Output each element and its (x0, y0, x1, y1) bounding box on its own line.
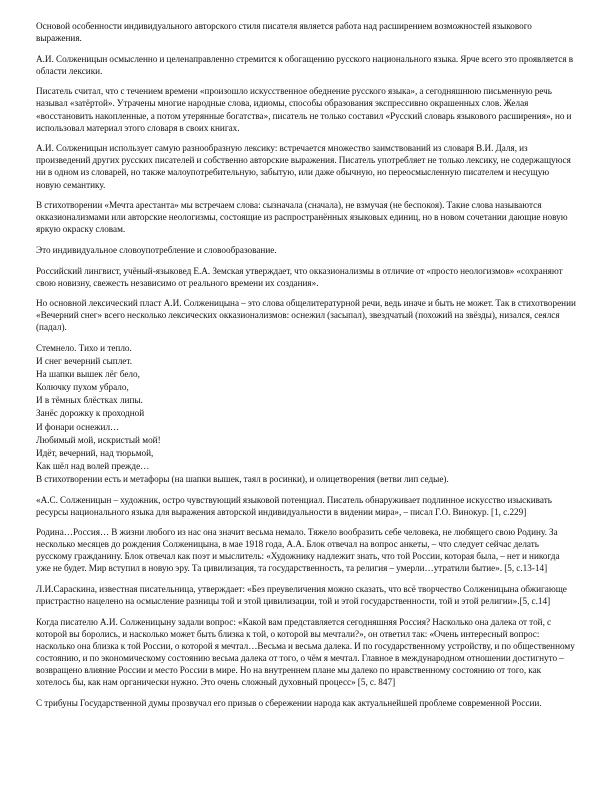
poem-line: И снег вечерний сыплет. (36, 356, 132, 367)
poem-line: Как шёл над волей прежде… (36, 460, 150, 471)
paragraph-stylistic-feature: Основой особенности индивидуального авторского стиля писателя является работа над расширением возможностей языкового выражения. (36, 21, 532, 44)
paragraph-occasionalisms: В стихотворении «Мечта арестанта» мы встречаем слова: сызначала (сначала), не взмучая (не беспокоя). Такие слова называются окказионализмами или авторские неологизмы, состоящие из распространённых языковых единиц, но в новом сочетании дающие новую яркую окраску словам. (36, 200, 568, 235)
paragraph-vinokur-quote: «А.С. Солженицын – художник, остро чувствующий языковой потенциал. Писатель обнаруживает подлинное искусство изыскивать ресурсы национального языка для выражения авторской индивидуальности в видении мира», – писал Г.О. Винокур. [1, с.229] (36, 494, 552, 517)
poem-line: Занёс дорожку к проходной (36, 408, 145, 419)
paragraph-lexicon-sources: А.И. Солженицын использует самую разнообразную лексику: встречается множество заимствований из словаря В.И. Даля, из произведений других русских писателей и собственно авторские выражения. Писатель употребляет не только лексику, не содержащуюся ни в одном из словарей, но также малоупотребительную, забытую, или даже обычную, но переосмысленную писателем и несущую новую семантику. (36, 143, 571, 190)
poem-line: На шапки вышек лёг бело, (36, 369, 140, 380)
paragraph-word-usage: Это индивидуальное словоупотребление и словообразование. (36, 244, 277, 255)
poem-line: Идёт, вечерний, над тюрьмой, (36, 447, 154, 458)
paragraph-dictionary-expansion: Писатель считал, что с течением времени «произошло искусственное обеднение русского языка», а сегодняшнюю письменную речь называл «затёртой». Утрачены многие народные слова, идиомы, способы образования экспрессивно окрашенных слов. Желая «восстановить накопленные, а потом утерянные богатства», писатель не только составил «Русский словарь языкового расширения», но и использовал материал этого словаря в своих книгах. (36, 86, 572, 133)
paragraph-interview-russia: Когда писателю А.И. Солженицыну задали вопрос: «Какой вам представляется сегодняшняя Россия? Насколько она далека от той, с которой вы боролись, и насколько может быть близка к той, о которой вы мечтали?», он ответил так: «Очень интересный вопрос: насколько она близка к той России, о которой я мечтал…Весьма и весьма далека. И по государственному устройству, и по общественному состоянию, и по экономическому состоянию весьма далека от того, о чём я мечтал. Главное в международном отношении достигнуто – возвращено влияние России и место России в мире. Но на внутреннем плане мы далеко по нравственному состоянию от того, как хотелось бы, как нам органически нужно. Это очень сложный духовный процесс» [5, с. 847] (36, 616, 575, 688)
paragraph-metaphors: В стихотворении есть и метафоры (на шапки вышек, таял в росинки), и олицетворения (ветви лип седые). (36, 473, 449, 484)
document-page (36, 20, 576, 717)
poem-line: Колючку пухом убрало, (36, 382, 129, 393)
poem-evening-snow (36, 342, 576, 473)
paragraph-duma-appeal: С трибуны Государственной думы прозвучал его призыв о сбережении народа как актуальнейшей проблеме современной России. (36, 697, 542, 708)
paragraph-saraskina-quote: Л.И.Сараскина, известная писательница, утверждает: «Без преувеличения можно сказать, что всё творчество Солженицына обжигающе пристрастно нацелено на осмысление разницы той и этой цивилизации, той и этой государственности, той и этой религии».[5, с.14] (36, 584, 567, 607)
paragraph-homeland-blok: Родина…Россия… В жизни любого из нас она значит весьма немало. Тяжело вообразить себе человека, не любящего свою Родину. За несколько месяцев до рождения Солженицына, в мае 1918 года, А.А. Блок отвечал на вопрос анкеты, – что следует сейчас делать русскому гражданину. Блок отвечал как поэт и мыслитель: «Художнику надлежит знать, что той России, которая была, – нет и никогда уже не будет. Мир вступил в новую эру. Та цивилизация, та государственность, та религия – умерли…утратили бытие». [5, с.13-14] (36, 527, 560, 574)
poem-line: Стемнело. Тихо и тепло. (36, 342, 132, 353)
paragraph-zemskaya-quote: Российский лингвист, учёный-языковед Е.А. Земская утверждает, что окказионализмы в отличие от «просто неологизмов» «сохраняют свою новизну, свежесть независимо от реального времени их создания». (36, 265, 563, 288)
paragraph-evening-snow-intro: Но основной лексический пласт А.И. Солженицына – это слова общелитературной речи, ведь иначе и быть не может. Так в стихотворении «Вечерний снег» всего несколько лексических окказионализмов: оснежил (засыпал), звездчатый (похожий на звёзды), низался, сеялся (падал). (36, 298, 576, 333)
poem-line: Любимый мой, искристый мой! (36, 434, 161, 445)
poem-line: И фонари оснежил… (36, 421, 120, 432)
poem-line: И в тёмных блёстках липы. (36, 395, 143, 406)
paragraph-language-enrichment: А.И. Солженицын осмысленно и целенаправленно стремится к обогащению русского национального языка. Ярче всего это проявляется в области лексики. (36, 53, 574, 76)
